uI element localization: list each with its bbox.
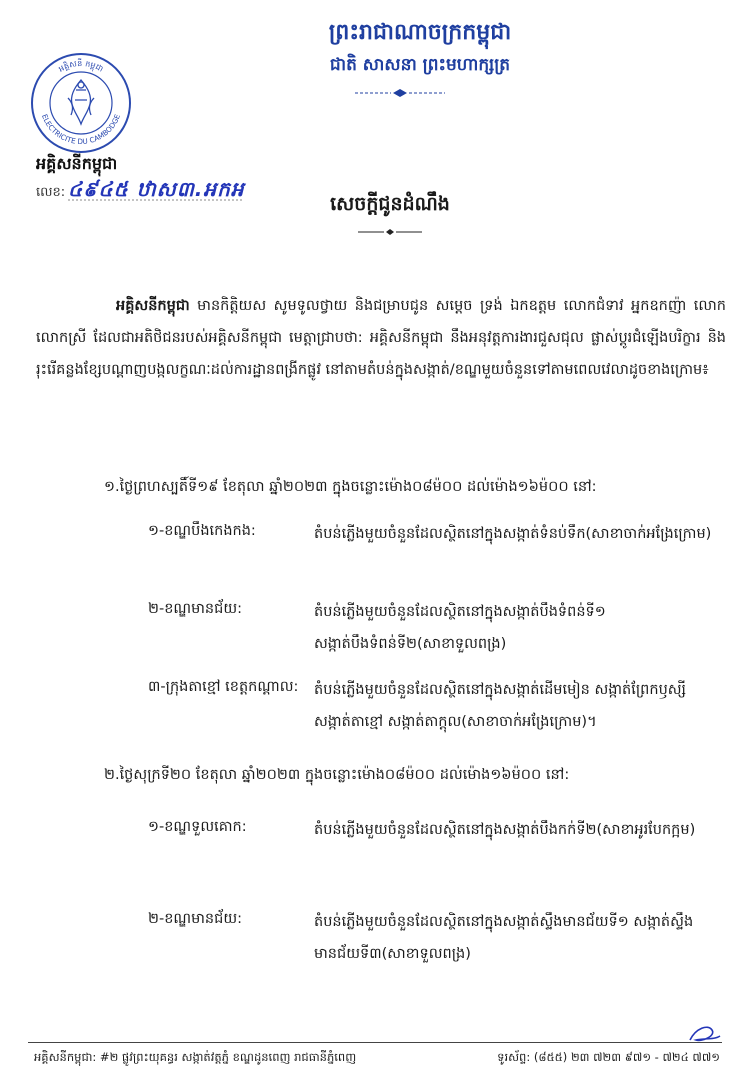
title-ornament: [358, 228, 422, 236]
day1-location-1: ១-ខណ្ឌបឹងកេងកង:: [148, 523, 256, 539]
footer-address: អគ្គិសនីកម្ពុជា: #២ ផ្លូវព្រះយុគន្ធរ សង្កាត់វត្តភ្នំ ខណ្ឌដូនពេញ រាជធានីភ្នំពេញ: [34, 1050, 357, 1064]
footer-phone: ទូរស័ព្ទ: (៨៥៥) ២៣ ៧២៣ ៩៧១ - ៧២៤ ៧៧១: [497, 1050, 720, 1064]
svg-text:ELECTRICITE DU CAMBODGE: [40, 112, 122, 146]
day1-description-1: តំបន់ភ្លើងមួយចំនួនដែលស្ថិតនៅក្នុងសង្កាត់ទំនប់ទឹក(សាខាចាក់អង្រែក្រោម): [314, 526, 712, 542]
schedule-day-1: ១.ថ្ងៃព្រហស្បតិ៍ទី១៩ ខែតុលា ឆ្នាំ២០២៣ ក្នុងចន្លោះម៉ោង០៨ម៉០០ ដល់ម៉ោង១៦ម៉០០ នៅ:: [104, 479, 597, 495]
issuer-org-name: អគ្គិសនីកម្ពុជា: [36, 154, 118, 173]
seal-text-bottom: ELECTRICITE DU CAMBODGE: [39, 112, 123, 147]
reference-number: ៤៩៤៥ ឋាស៣.អកអ: [68, 177, 245, 201]
day2-description-1: តំបន់ភ្លើងមួយចំនួនដែលស្ថិតនៅក្នុងសង្កាត់បឹងកក់ទី២(សាខាអូរបែកក្អម): [314, 822, 696, 838]
reference-label: លេខ:: [36, 185, 66, 200]
intro-org-name: អគ្គិសនីកម្ពុជា: [116, 298, 190, 314]
company-seal: [30, 52, 132, 154]
schedule-day-2: ២.ថ្ងៃសុក្រទី២០ ខែតុលា ឆ្នាំ២០២៣ ក្នុងចន្លោះម៉ោង០៨ម៉០០ ដល់ម៉ោង១៦ម៉០០ នៅ:: [104, 767, 570, 783]
day1-location-2: ២-ខណ្ឌមានជ័យ:: [148, 601, 243, 617]
motto-header: ជាតិ សាសនា ព្រះមហាក្សត្រ: [329, 55, 511, 75]
document-title: សេចក្ដីជូនដំណឹង: [330, 193, 450, 215]
seal-text-top: អគ្គិសនី កម្ពុជា: [57, 58, 105, 74]
day1-description-2: តំបន់ភ្លើងមួយចំនួនដែលស្ថិតនៅក្នុងសង្កាត់បឹងទំពន់ទី១ សង្កាត់បឹងទំពន់ទី២(សាខាទួលពង្រ): [314, 604, 606, 652]
day2-description-2: តំបន់ភ្លើងមួយចំនួនដែលស្ថិតនៅក្នុងសង្កាត់ស្ទឹងមានជ័យទី១ សង្កាត់ស្ទឹងមានជ័យទី៣(សាខាទួលពង្រ): [314, 914, 694, 962]
intro-paragraph: [36, 290, 726, 386]
day1-location-3: ៣-ក្រុងតាខ្មៅ ខេត្តកណ្ដាល:: [148, 679, 299, 695]
kingdom-header: ព្រះរាជាណាចក្រកម្ពុជា: [328, 20, 512, 45]
day2-location-2: ២-ខណ្ឌមានជ័យ:: [148, 911, 243, 927]
header-ornament: [355, 88, 445, 98]
day1-description-3: តំបន់ភ្លើងមួយចំនួនដែលស្ថិតនៅក្នុងសង្កាត់ដើមមៀន សង្កាត់ព្រែកឫស្សី សង្កាត់តាខ្មៅ សង្កាត់តាក្ដុល(សាខាចាក់អង្រែក្រោម)។: [314, 682, 686, 730]
footer-divider: [28, 1042, 722, 1043]
intro-text: មានកិត្តិយស សូមទូលថ្វាយ និងជម្រាបជូន សម្ដេច ទ្រង់ ឯកឧត្តម លោកជំទាវ អ្នកឧកញ៉ា លោក លោកស្រី ដែលជាអតិថិជនរបស់អគ្គិសនីកម្ពុជា មេត្តាជ្រាបថា: អគ្គិសនីកម្ពុជា នឹងអនុវត្តការងារជួសជុល ផ្លាស់ប្ដូរជំឡើងបរិក្ខារ និងរុះរើគន្លងខ្សែបណ្ដាញបង្កលក្ខណៈដល់ការដ្ឋានពង្រីកផ្លូវ នៅតាមតំបន់ក្នុងសង្កាត់/ខណ្ឌមួយចំនួនទៅតាមពេលវេលាដូចខាងក្រោម៖: [36, 298, 726, 378]
day2-location-1: ១-ខណ្ឌទួលគោក:: [148, 819, 247, 835]
reference-underline: [68, 198, 244, 202]
